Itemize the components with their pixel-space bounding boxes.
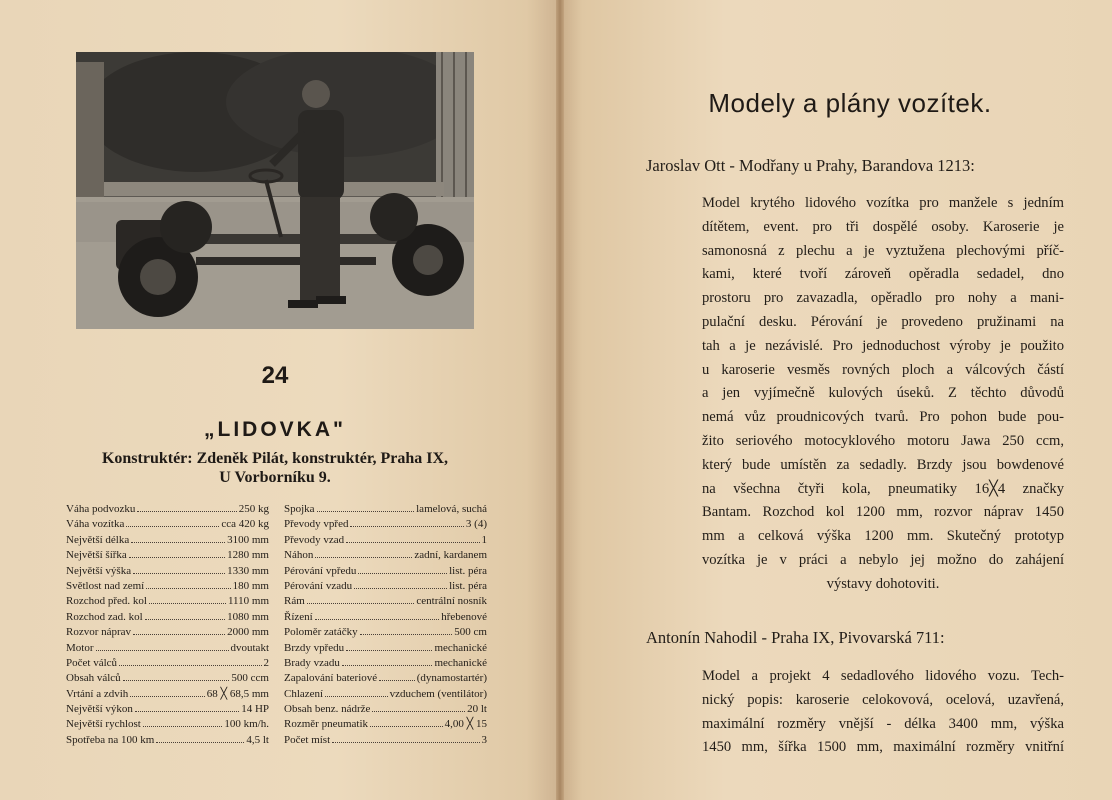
spec-value: 14 HP <box>241 703 269 716</box>
spec-label: Motor <box>66 641 94 654</box>
spec-value: 1 <box>481 533 487 546</box>
spec-label: Spojka <box>284 503 315 515</box>
spec-value: 1110 mm <box>227 595 269 608</box>
spec-row <box>284 579 487 594</box>
text-line: výstavy dohotoviti. <box>826 575 940 592</box>
leader-dots <box>379 680 415 681</box>
spec-value: 3100 mm <box>227 533 269 546</box>
spec-label: Zapalování bateriové <box>284 672 378 685</box>
spec-row <box>284 717 487 732</box>
spec-value: zadní, kardanem <box>414 549 487 562</box>
leader-dots <box>346 542 479 543</box>
spec-label: Rozchod zad. kol <box>66 610 143 623</box>
text-line: kami, které tvoří zároveň opěradla sedadel, dno <box>702 266 1064 283</box>
leader-dots <box>332 742 479 743</box>
spec-value: 20 lt <box>467 703 487 716</box>
entry-description <box>702 192 1064 597</box>
leader-dots <box>342 665 433 666</box>
leader-dots <box>96 650 229 651</box>
spec-label: Obsah benz. nádrže <box>284 703 371 716</box>
spec-value: 500 cm <box>454 626 487 639</box>
leader-dots <box>315 557 412 558</box>
spec-label: Rám <box>284 595 305 608</box>
leader-dots <box>149 603 226 604</box>
spec-label: Pérování vzadu <box>284 579 353 592</box>
spec-label: Náhon <box>284 549 314 562</box>
spec-row <box>284 687 487 702</box>
text-line: samonosná z plechu a je vyztužena plechovými příč- <box>702 242 1064 259</box>
spec-label: Brady vzadu <box>284 656 340 669</box>
text-line: 1450 mm, šířka 1500 mm, maximální rozměry vnitřní <box>702 739 1064 756</box>
spec-row <box>284 656 487 671</box>
spec-row <box>284 564 487 579</box>
text-line: pulační desku. Pérování je provedeno pružinami na <box>702 313 1064 330</box>
leader-dots <box>131 542 225 543</box>
spec-row <box>284 517 487 532</box>
spec-row <box>66 625 269 640</box>
spec-value: hřebenové <box>441 610 487 623</box>
text-line: vozítka je v práci a nebylo jej možno do zahájení <box>702 551 1064 568</box>
spec-value: 1330 mm <box>227 564 269 577</box>
text-line: Bantam. Rozchod kol 1200 mm, rozvor náprav 1450 <box>702 504 1064 521</box>
leader-dots <box>129 557 225 558</box>
spec-value: centrální nosník <box>416 595 487 608</box>
spec-label: Chlazení <box>284 687 324 700</box>
spec-row <box>284 702 487 717</box>
leader-dots <box>137 511 236 512</box>
spec-row <box>284 671 487 686</box>
entry-author: Antonín Nahodil - Praha IX, Pivovarská 711: <box>646 628 945 647</box>
spec-label: Největší výkon <box>66 703 133 716</box>
spec-row <box>66 656 269 671</box>
leader-dots <box>133 573 225 574</box>
leader-dots <box>358 573 447 574</box>
spec-label: Největší šířka <box>66 549 127 562</box>
spec-value: 250 kg <box>238 503 269 515</box>
spec-row <box>284 641 487 656</box>
leader-dots <box>315 619 439 620</box>
spec-value: 4,00 ╳ 15 <box>444 718 487 731</box>
spec-value: 2000 mm <box>227 626 269 639</box>
spec-value: (dynamostartér) <box>416 672 487 685</box>
spec-label: Největší výška <box>66 564 132 577</box>
spec-row <box>284 625 487 640</box>
spec-value: mechanické <box>434 641 487 654</box>
spec-label: Brzdy vpředu <box>284 641 345 654</box>
spec-label: Počet míst <box>284 733 331 746</box>
text-line: Model krytého lidového vozítka pro manžele s jedním <box>702 195 1064 211</box>
spec-table-left <box>66 502 269 748</box>
spec-row <box>66 717 269 732</box>
leader-dots <box>123 680 230 681</box>
spec-label: Pérování vpředu <box>284 564 357 577</box>
spec-value: 100 km/h. <box>224 718 269 731</box>
leader-dots <box>354 588 447 589</box>
spec-row <box>66 702 269 717</box>
spec-row <box>284 733 487 748</box>
spec-row <box>66 564 269 579</box>
page-heading: Modely a plány vozítek. <box>708 88 992 118</box>
spec-label: Největší délka <box>66 533 130 546</box>
spec-label: Spotřeba na 100 km <box>66 733 155 746</box>
leader-dots <box>350 526 463 527</box>
text-line: na všechna čtyři kola, pneumatiky 16╳4 značky <box>702 480 1064 497</box>
chassis-photo <box>76 52 474 329</box>
spec-row <box>284 594 487 609</box>
spec-label: Rozměr pneumatik <box>284 718 369 731</box>
spec-row <box>66 671 269 686</box>
leader-dots <box>156 742 244 743</box>
text-line: žito seriového motocyklového motoru Jawa 250 ccm, <box>702 432 1064 449</box>
spec-label: Řízení <box>284 610 313 623</box>
car-name: „LIDOVKA" <box>204 418 346 441</box>
spec-value: 1080 mm <box>227 610 269 623</box>
leader-dots <box>119 665 261 666</box>
spec-value: 180 mm <box>232 579 269 592</box>
spec-label: Poloměr zatáčky <box>284 626 358 639</box>
spec-value: lamelová, suchá <box>416 503 487 515</box>
spec-label: Vrtání a zdvih <box>66 687 129 700</box>
constructor-info <box>80 449 470 487</box>
spec-row <box>284 548 487 563</box>
leader-dots <box>360 634 453 635</box>
spec-label: Převody vzad <box>284 533 345 546</box>
text-line: prostoru pro zavazadla, opěradlo pro nohy a mani- <box>702 290 1064 307</box>
spec-label: Obsah válců <box>66 672 121 685</box>
spec-label: Váha vozítka <box>66 518 125 531</box>
spec-label: Počet válců <box>66 656 118 669</box>
text-line: který bude umístěn za sedadly. Brzdy jsou bowdenové <box>702 456 1064 473</box>
spec-value: 2 <box>263 656 269 669</box>
text-line: tah a je nezávislé. Pro jednoduchost výroby je použito <box>702 337 1064 354</box>
spec-row <box>284 610 487 625</box>
spec-value: 4,5 lt <box>246 733 269 746</box>
book-fold <box>556 0 564 800</box>
text-line: nický popis: karoserie celokovová, ocelová, uzavřená, <box>702 691 1064 708</box>
spec-row <box>66 533 269 548</box>
spec-row <box>66 733 269 748</box>
spec-row <box>284 502 487 517</box>
spec-label: Váha podvozku <box>66 503 136 515</box>
spec-value: 3 (4) <box>465 518 487 531</box>
spec-value: mechanické <box>434 656 487 669</box>
leader-dots <box>372 711 465 712</box>
spec-value: 68 ╳ 68,5 mm <box>206 687 269 700</box>
spec-row <box>66 594 269 609</box>
spec-value: cca 420 kg <box>221 518 269 531</box>
leader-dots <box>135 711 239 712</box>
spec-row <box>66 610 269 625</box>
text-line: dítětem, event. pro tři dospělé osoby. Karoserie je <box>702 218 1064 235</box>
spec-row <box>284 533 487 548</box>
spec-row <box>66 502 269 517</box>
text-line: a jen vyjímečně kulových úseků. Z těchto důvodů <box>702 385 1064 402</box>
spec-row <box>66 548 269 563</box>
spec-label: Rozchod před. kol <box>66 595 147 608</box>
leader-dots <box>370 726 443 727</box>
leader-dots <box>346 650 432 651</box>
entry-description <box>702 665 1064 760</box>
spec-row <box>66 687 269 702</box>
page-number: 24 <box>261 362 289 389</box>
text-line: mm a celková výška 1200 mm. Skutečný prototyp <box>702 528 1064 545</box>
spec-row <box>66 579 269 594</box>
leader-dots <box>143 726 223 727</box>
spec-value: 500 ccm <box>231 672 269 685</box>
text-line: nemá vůz proudnicových tvarů. Pro pohon bude pou- <box>702 409 1064 426</box>
spec-label: Světlost nad zemí <box>66 579 145 592</box>
spec-value: list. péra <box>449 579 487 592</box>
leader-dots <box>317 511 415 512</box>
spec-row <box>66 641 269 656</box>
text-line: Model a projekt 4 sedadlového lidového vozu. Tech- <box>702 668 1064 684</box>
entry-author: Jaroslav Ott - Modřany u Prahy, Barandova 1213: <box>646 156 975 175</box>
spec-label: Rozvor náprav <box>66 626 132 639</box>
leader-dots <box>145 619 225 620</box>
spec-value: dvoutakt <box>230 641 269 654</box>
spec-table-right <box>284 502 487 748</box>
spec-row <box>66 517 269 532</box>
spec-value: vzduchem (ventilátor) <box>389 687 487 700</box>
text-line: maximální rozměry vnější - délka 3400 mm, výška <box>702 715 1064 732</box>
leader-dots <box>130 696 204 697</box>
leader-dots <box>325 696 387 697</box>
leader-dots <box>133 634 225 635</box>
constructor-line: Konstruktér: Zdeněk Pilát, konstruktér, Praha IX, <box>101 450 449 467</box>
text-line: u karoserie vesměs rovných ploch a válcových částí <box>702 361 1064 378</box>
leader-dots <box>307 603 415 604</box>
spec-value: 3 <box>481 733 487 746</box>
spec-value: 1280 mm <box>227 549 269 562</box>
leader-dots <box>146 588 230 589</box>
spec-label: Převody vpřed <box>284 518 349 531</box>
constructor-line: U Vorborníku 9. <box>219 469 331 486</box>
spec-label: Největší rychlost <box>66 718 141 731</box>
spec-value: list. péra <box>449 564 487 577</box>
leader-dots <box>126 526 219 527</box>
